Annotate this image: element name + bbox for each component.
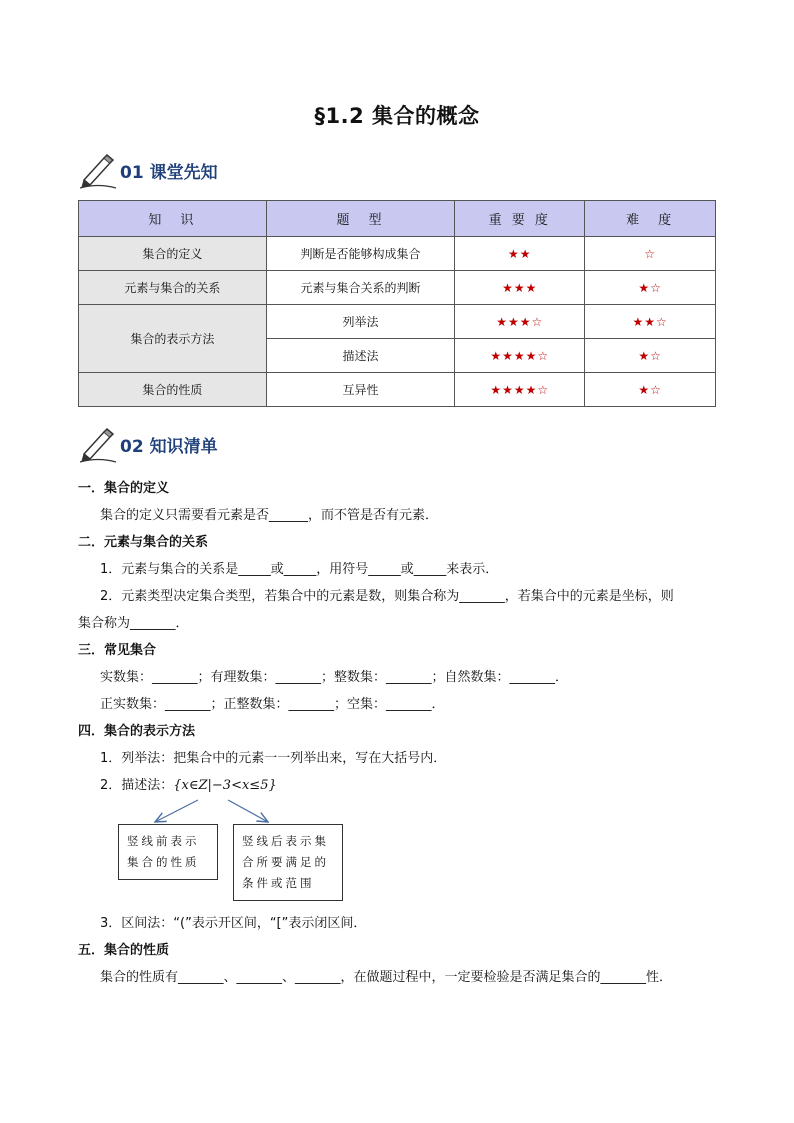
description-prefix: 2．描述法：: [100, 778, 174, 793]
arrow-right: [228, 800, 268, 822]
annotation-box-left: 竖线前表示集合的性质: [118, 824, 218, 880]
cell-type: 元素与集合关系的判断: [266, 271, 455, 305]
heading-common-sets: 三．常见集合: [78, 643, 157, 658]
cell-difficulty: ★☆: [585, 339, 716, 373]
arrow-left: [155, 800, 198, 822]
cell-type: 判断是否能够构成集合: [266, 237, 455, 271]
cell-knowledge: 集合的定义: [79, 237, 267, 271]
cell-type: 互异性: [266, 373, 455, 407]
annotation-box-right: 竖线后表示集合所要满足的条件或范围: [233, 824, 343, 901]
heading-representation: 四．集合的表示方法: [78, 724, 196, 739]
heading-element-relation: 二．元素与集合的关系: [78, 535, 209, 550]
cell-difficulty: ★☆: [585, 271, 716, 305]
paragraph-properties: 集合的性质有_______、_______、_______，在做题过程中，一定要检验是否满足集合的_______性．: [100, 970, 673, 985]
paragraph-common-sets-1: 实数集：_______；有理数集：_______；整数集：_______；自然数集：_______．: [100, 670, 569, 685]
heading-definition: 一．集合的定义: [78, 481, 170, 496]
col-header-knowledge: 知 识: [79, 201, 267, 237]
cell-knowledge: 集合的表示方法: [79, 305, 267, 373]
cell-importance: ★★★★☆: [455, 373, 585, 407]
cell-knowledge: 集合的性质: [79, 373, 267, 407]
paragraph-enumeration: 1．列举法：把集合中的元素一一列举出来，写在大括号内．: [100, 751, 447, 766]
cell-importance: ★★★☆: [455, 305, 585, 339]
section-1-label: 01 课堂先知: [120, 163, 218, 183]
set-builder-formula: {x∈Z|−3<x≤5}: [173, 778, 277, 793]
paragraph-common-sets-2: 正实数集：_______；正整数集：_______；空集：_______．: [100, 697, 445, 712]
paragraph-relation-2b: 集合称为_______．: [78, 616, 189, 631]
cell-importance: ★★★: [455, 271, 585, 305]
col-header-importance: 重 要 度: [455, 201, 585, 237]
cell-difficulty: ☆: [585, 237, 716, 271]
cell-importance: ★★: [455, 237, 585, 271]
paragraph-interval: 3．区间法：“(”表示开区间，“[”表示闭区间．: [100, 916, 367, 931]
section-2-label: 02 知识清单: [120, 437, 218, 457]
cell-importance: ★★★★☆: [455, 339, 585, 373]
heading-properties: 五．集合的性质: [78, 943, 170, 958]
paragraph-relation-1: 1．元素与集合的关系是_____或_____，用符号_____或_____来表示．: [100, 562, 499, 577]
page-title: §1.2 集合的概念: [314, 104, 480, 128]
cell-knowledge: 元素与集合的关系: [79, 271, 267, 305]
cell-type: 列举法: [266, 305, 455, 339]
cell-difficulty: ★★☆: [585, 305, 716, 339]
cell-type: 描述法: [266, 339, 455, 373]
col-header-type: 题 型: [266, 201, 455, 237]
col-header-difficulty: 难 度: [585, 201, 716, 237]
paragraph-relation-2a: 2．元素类型决定集合类型，若集合中的元素是数，则集合称为_______，若集合中的元素是坐标，则: [100, 589, 674, 604]
paragraph-definition: 集合的定义只需要看元素是否______，而不管是否有元素．: [100, 508, 439, 523]
cell-difficulty: ★☆: [585, 373, 716, 407]
